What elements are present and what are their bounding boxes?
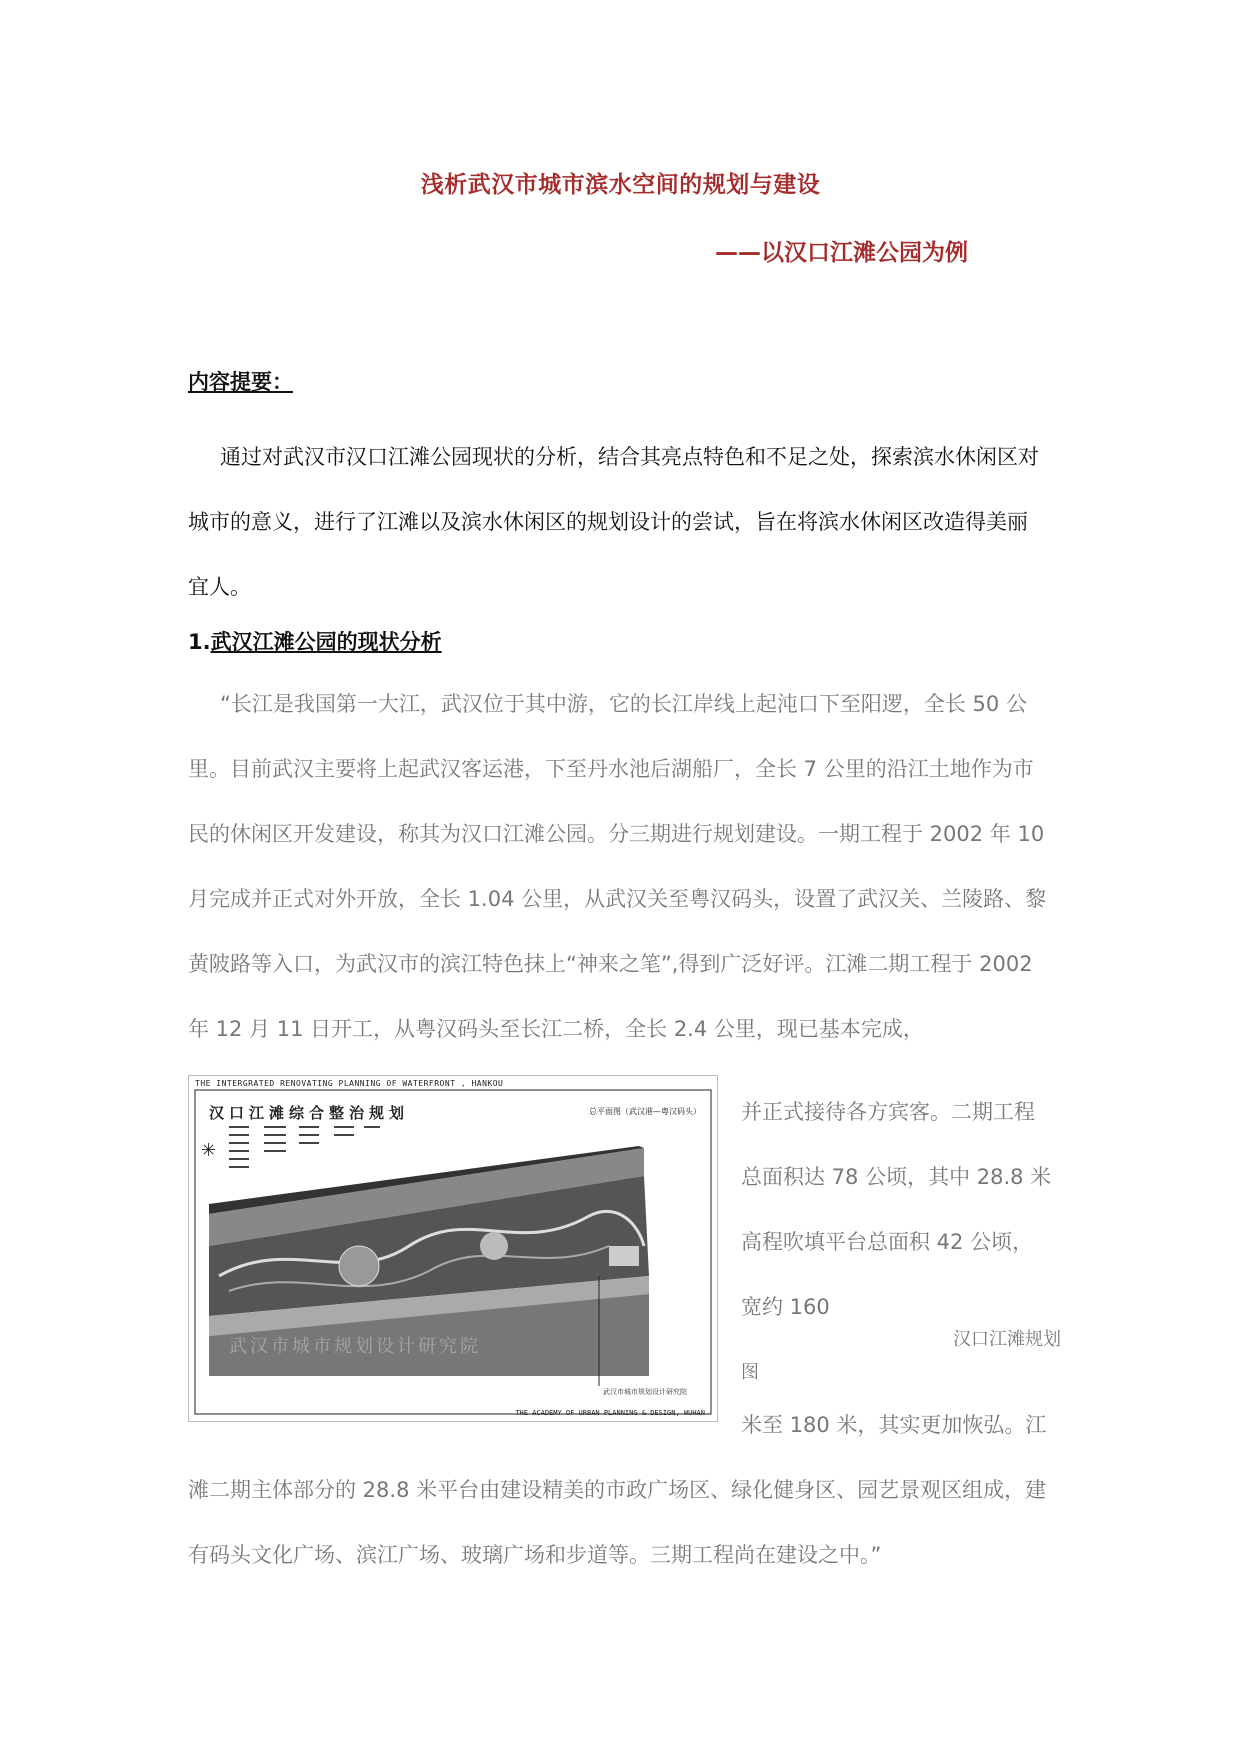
section-number: 1. (188, 630, 211, 654)
document-subtitle: ——以汉口江滩公园为例 (715, 240, 968, 266)
figure-institute: 武汉市城市规划设计研究院 (603, 1388, 687, 1396)
abstract-heading: 内容提要： (188, 370, 293, 394)
figure-subtitle: 总平面图（武汉港—粤汉码头） (589, 1107, 701, 1116)
side-line-1: 并正式接待各方宾客。二期工程 (741, 1100, 1035, 1124)
legend-block (201, 1126, 380, 1168)
side-line-5: 米至 180 米，其实更加恢弘。江 (741, 1413, 1047, 1437)
side-line-3: 高程吹填平台总面积 42 公顷， (741, 1230, 1034, 1254)
map-drawing (189, 1076, 717, 1421)
figure-watermark: 武汉市城市规划设计研究院 (229, 1336, 481, 1357)
body-paragraph-2: 滩二期主体部分的 28.8 米平台由建设精美的市政广场区、绿化健身区、园艺景观区组成，建有码头文化广场、滨江广场、玻璃广场和步道等。三期工程尚在建设之中。” (188, 1478, 1047, 1567)
side-line-4: 宽约 160 (741, 1295, 830, 1319)
section-title: 武汉江滩公园的现状分析 (210, 630, 442, 654)
figure-title: 汉口江滩综合整治规划 (209, 1104, 410, 1122)
section-heading (188, 626, 442, 656)
abstract-text: 通过对武汉市汉口江滩公园现状的分析，结合其亮点特色和不足之处，探索滨水休闲区对城市的意义，进行了江滩以及滨水休闲区的规划设计的尝试，旨在将滨水休闲区改造得美丽宜人。 (188, 445, 1039, 599)
figure-caption: 汉口江滩规划 (953, 1329, 1061, 1350)
figure-caption-cont: 图 (741, 1362, 759, 1383)
svg-text:✳: ✳ (201, 1140, 217, 1161)
side-line-2: 总面积达 78 公顷，其中 28.8 米 (741, 1165, 1052, 1189)
planning-map-figure (188, 1075, 718, 1422)
body-paragraph-1: “长江是我国第一大江，武汉位于其中游，它的长江岸线上起沌口下至阳逻，全长 50 公里。目前武汉主要将上起武汉客运港，下至丹水池后湖船厂，全长 7 公里的沿江土地作为市民的休闲区开发建设，称其为汉口江滩公园。分三期进行规划建设。一期工程于 2002 年 10 月完成并正式对外开放，全长 1.04 公里，从武汉关至粤汉码头，设置了武汉关、兰陵路、黎黄陂路等入口，为武汉市的滨江特色抹上“神来之笔”,得到广泛好评。江滩二期工程于 2002 年 12 月 11 日开工，从粤汉码头至长江二桥，全长 2.4 公里，现已基本完成， (188, 692, 1047, 1041)
document-title: 浅析武汉市城市滨水空间的规划与建设 (420, 172, 821, 198)
figure-english-title: THE INTERGRATED RENOVATING PLANNING OF WATERFRONT , HANKOU (195, 1079, 504, 1088)
figure-english-footer: THE ACADEMY OF URBAN PLANNING & DESIGN, WUHAN (515, 1409, 705, 1417)
